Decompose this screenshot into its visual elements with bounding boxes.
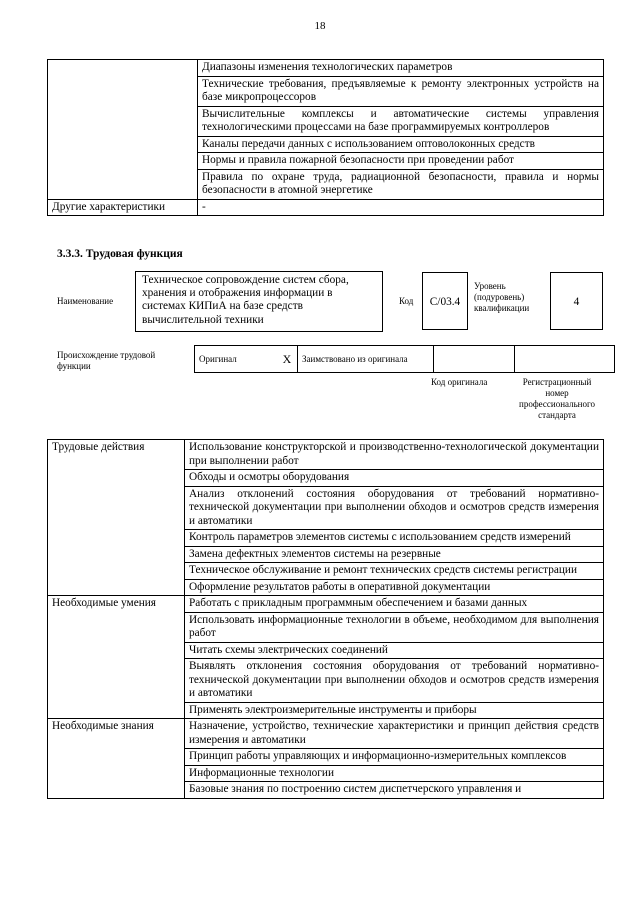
qualification-level-label: Уровень (подуровень) квалификации [474,281,530,313]
knowledge-item: Нормы и правила пожарной безопасности при проведении работ [198,153,604,170]
group-item: Выявлять отклонения состояния оборудования от требований нормативно-технической документации при выполнении обходов и осмотров средств измерения и автоматики [185,659,604,703]
other-characteristics-label: Другие характеристики [48,199,198,216]
group-item: Принцип работы управляющих и информационно-измерительных комплексов [185,749,604,766]
qualification-level-box [550,272,603,330]
function-name-box [135,271,383,332]
group-item: Читать схемы электрических соединений [185,642,604,659]
original-code-cell [434,346,515,373]
group-item: Использование конструкторской и производственно-технологической документации при выполнении работ [185,440,604,470]
group-item: Оформление результатов работы в оперативной документации [185,579,604,596]
group-item: Работать с прикладным программным обеспечением и базами данных [185,596,604,613]
group-item: Обходы и осмотры оборудования [185,470,604,487]
group-item: Использовать информационные технологии в объеме, необходимом для выполнения работ [185,612,604,642]
empty-category-cell [48,60,198,200]
group-item: Применять электроизмерительные инструменты и приборы [185,702,604,719]
registration-number-caption: Регистрационный номер профессионального стандарта [519,377,595,420]
group-item: Назначение, устройство, технические характеристики и принцип действия средств измерения и автоматики [185,719,604,749]
group-item: Базовые знания по построению систем диспетчерского управления и [185,782,604,799]
section-title: 3.3.3. Трудовая функция [57,248,183,260]
name-label: Наименование [57,296,114,306]
table-row [48,60,604,77]
code-label: Код [399,296,414,306]
table-row [48,596,604,613]
group-item: Контроль параметров элементов системы с использованием средств измерений [185,530,604,547]
qualification-level-value: 4 [573,296,580,308]
group-item: Замена дефектных элементов системы на резервные [185,546,604,563]
page-number: 18 [314,20,326,32]
table-row [48,199,604,216]
function-name-value: Техническое сопровождение систем сбора, хранения и отображения информации в системах КИПиА на базе средств вычислительной техники [142,274,349,326]
group-item: Анализ отклонений состояния оборудования от требований нормативно-технической документации при выполнении обходов и осмотров средств измерения и автоматики [185,486,604,530]
original-code-caption: Код оригинала [431,377,488,387]
knowledge-table-continuation [47,59,604,216]
registration-number-cell [515,346,615,373]
group-label: Трудовые действия [48,440,185,596]
original-label: Оригинал [195,346,278,373]
group-label: Необходимые умения [48,596,185,719]
origin-table [194,345,615,373]
original-mark: X [277,346,298,373]
knowledge-item: Технические требования, предъявляемые к ремонту электронных устройств на базе микропроцессоров [198,76,604,106]
other-characteristics-value: - [198,199,604,216]
group-label: Необходимые знания [48,719,185,799]
code-box [422,272,468,330]
knowledge-item: Вычислительные комплексы и автоматические системы управления технологическими процессами на базе программируемых контроллеров [198,106,604,136]
group-item: Техническое обслуживание и ремонт технических средств системы регистрации [185,563,604,580]
code-value: C/03.4 [429,296,461,308]
borrowed-label: Заимствовано из оригинала [298,346,434,373]
knowledge-item: Правила по охране труда, радиационной безопасности, правила и нормы безопасности в атомной энергетике [198,169,604,199]
knowledge-item: Каналы передачи данных с использованием оптоволоконных средств [198,136,604,153]
labor-function-table [47,439,604,799]
origin-label: Происхождение трудовой функции [57,350,156,371]
group-item: Информационные технологии [185,765,604,782]
table-row [48,719,604,749]
table-row [48,440,604,470]
knowledge-item: Диапазоны изменения технологических параметров [198,60,604,77]
